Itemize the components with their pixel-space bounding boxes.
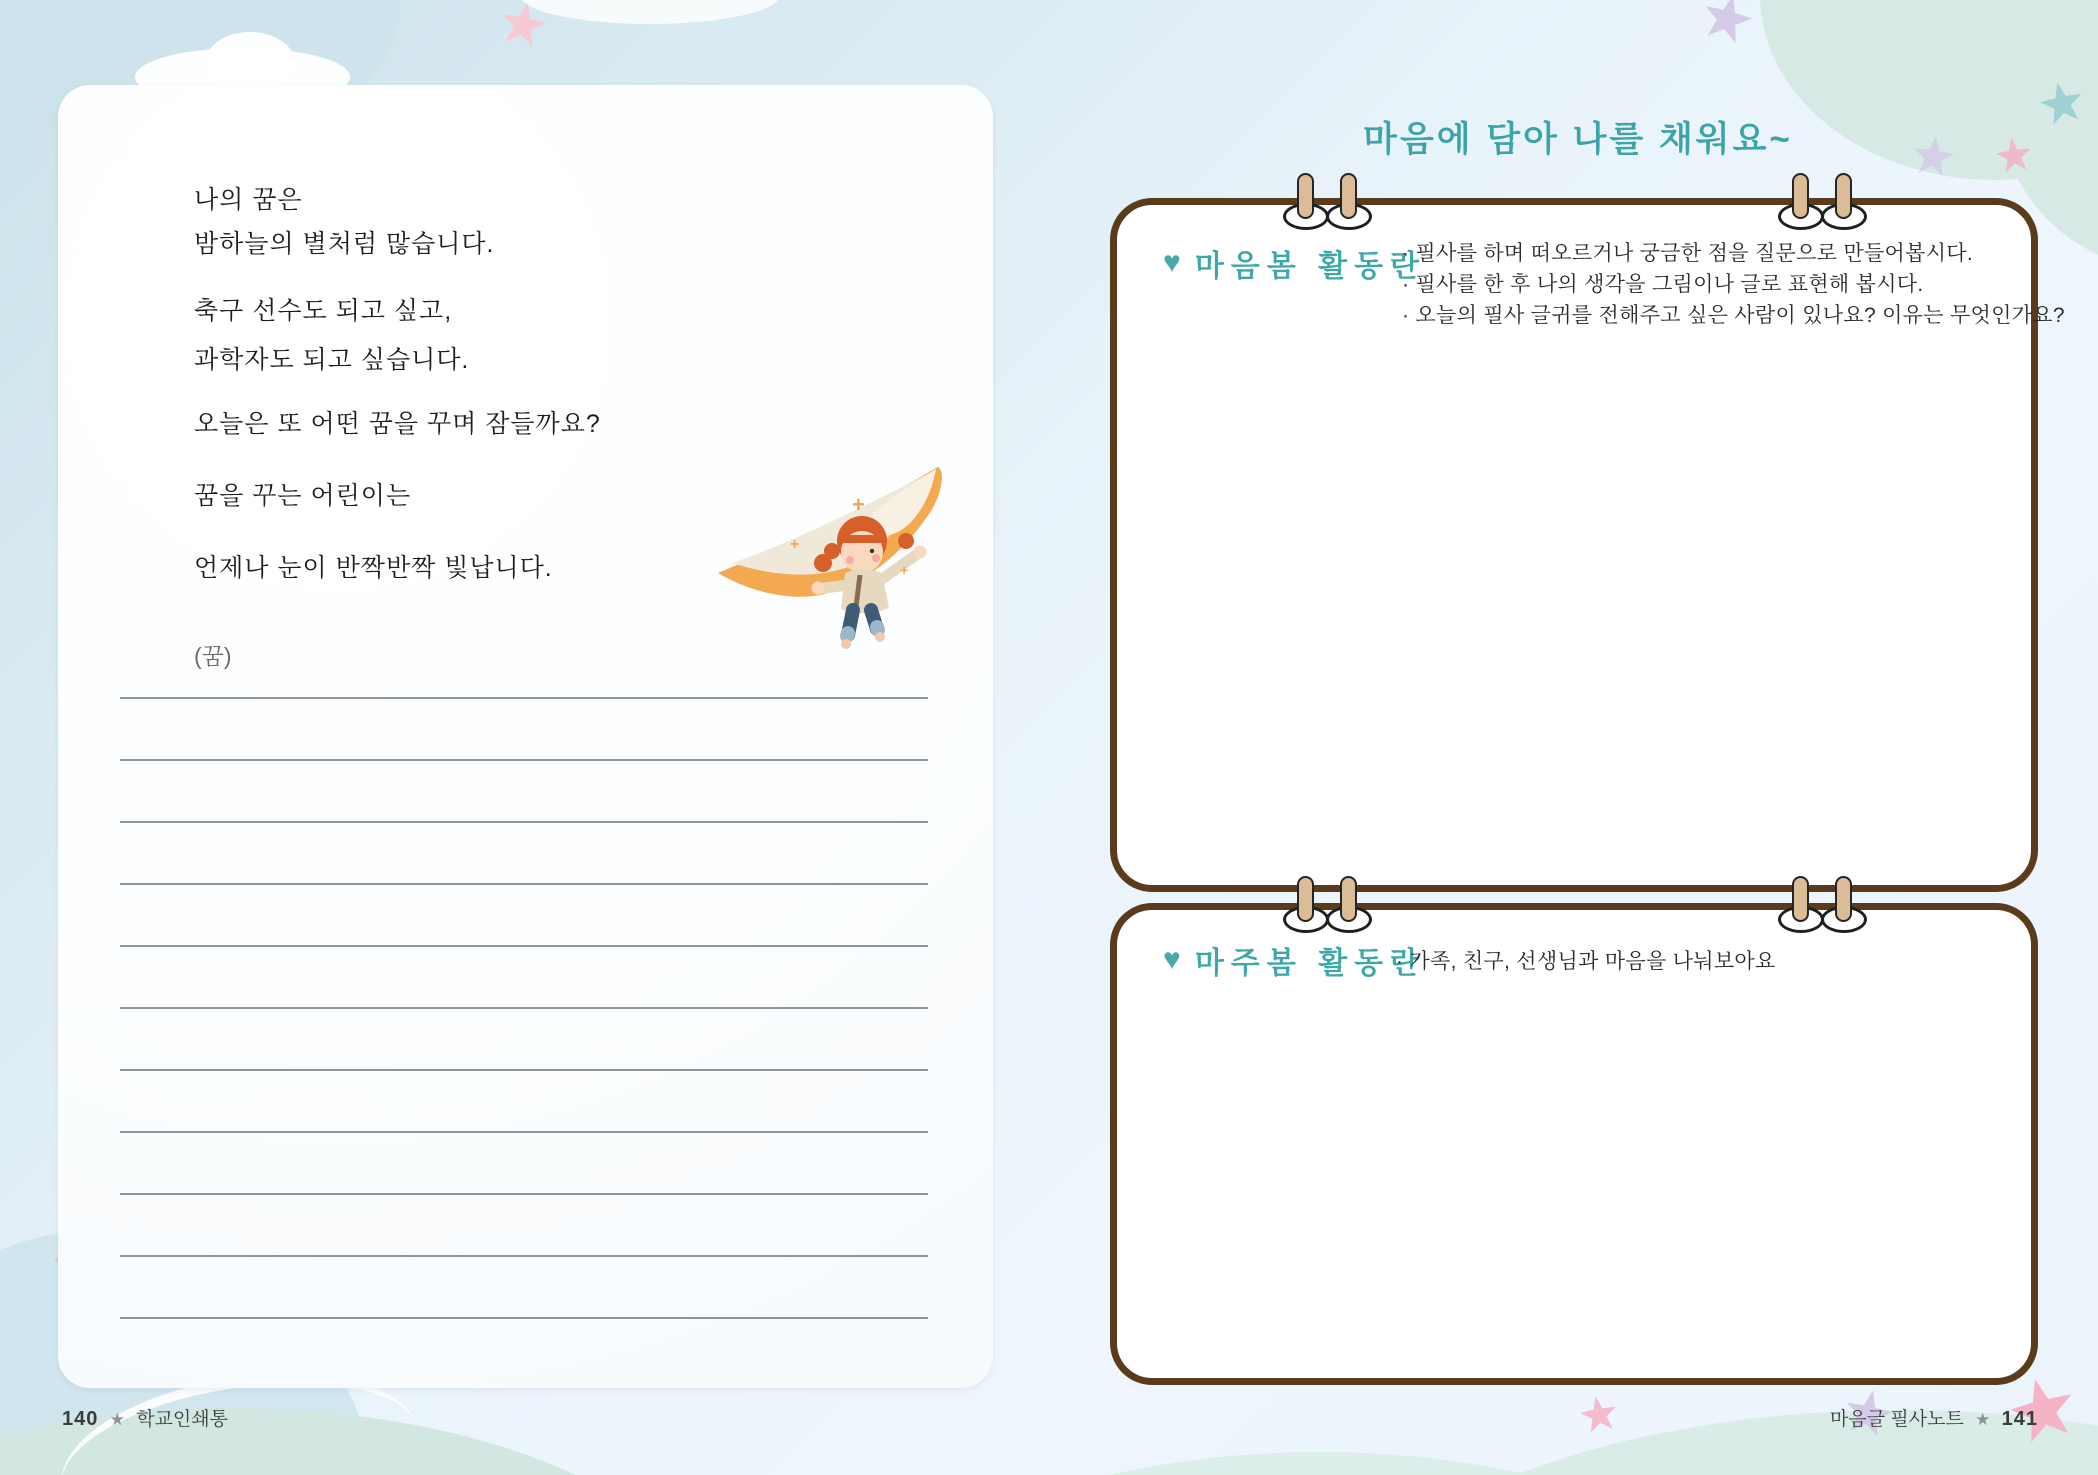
writing-line xyxy=(120,883,928,885)
writing-line xyxy=(120,821,928,823)
left-page-card xyxy=(58,85,993,1388)
sparkle-icon: + xyxy=(900,562,909,578)
box-title: 마주봄 활동란 xyxy=(1194,947,1427,980)
writing-line xyxy=(120,1069,928,1071)
instruction-item: · 가족, 친구, 선생님과 마음을 나눠보아요 xyxy=(1396,950,1776,973)
imprint-label: 학교인쇄통 xyxy=(136,1409,228,1430)
activity-box-majubom xyxy=(1110,903,2038,1385)
instruction-list xyxy=(1396,946,1776,977)
left-page-footer xyxy=(62,1404,228,1431)
poem-line: 오늘은 또 어떤 꿈을 꾸며 잠들까요? xyxy=(194,410,601,438)
sparkle-icon: + xyxy=(790,536,800,553)
writing-line xyxy=(120,1255,928,1257)
box-title-row xyxy=(1163,241,1426,285)
poem-line: 언제나 눈이 반짝반짝 빛납니다. xyxy=(194,554,553,582)
writing-line xyxy=(120,1193,928,1195)
instruction-list xyxy=(1402,238,2065,331)
poem-line: 나의 꿈은 xyxy=(194,186,303,214)
writing-line xyxy=(120,945,928,947)
ring-pin-icon xyxy=(1792,876,1809,922)
star-icon xyxy=(1696,0,1757,50)
star-icon: ★ xyxy=(1975,1410,1991,1429)
poem-line: 꿈을 꾸는 어린이는 xyxy=(194,482,412,510)
page-number: 140 xyxy=(62,1408,99,1430)
poem-title-source: (꿈) xyxy=(194,643,232,669)
ring-pin-icon xyxy=(1835,876,1852,922)
book-title-label: 마음글 필사노트 xyxy=(1830,1409,1964,1430)
right-page-footer xyxy=(1830,1404,2038,1431)
writing-line xyxy=(120,759,928,761)
flying-child-illustration xyxy=(710,455,955,650)
heart-icon: ♥ xyxy=(1163,943,1181,976)
instruction-item: · 필사를 한 후 나의 생각을 그림이나 글로 표현해 봅시다. xyxy=(1402,273,1924,296)
ring-pin-icon xyxy=(1297,876,1314,922)
instruction-item: · 오늘의 필사 글귀를 전해주고 싶은 사람이 있나요? 이유는 무엇인가요? xyxy=(1402,304,2065,327)
ring-pin-icon xyxy=(1835,173,1852,219)
writing-line xyxy=(120,1317,928,1319)
cloud-decoration xyxy=(520,0,780,24)
page-title: 마음에 담아 나를 채워요~ xyxy=(1363,120,1793,159)
ring-pin-icon xyxy=(1792,173,1809,219)
instruction-item: · 필사를 하며 떠오르거나 궁금한 점을 질문으로 만들어봅시다. xyxy=(1402,242,1974,265)
star-icon: ★ xyxy=(109,1410,125,1429)
poem-line: 축구 선수도 되고 싶고, xyxy=(194,297,453,325)
poem-line: 과학자도 되고 싶습니다. xyxy=(194,346,470,374)
writing-line xyxy=(120,1007,928,1009)
star-icon xyxy=(1577,1393,1621,1437)
writing-line xyxy=(120,1131,928,1133)
ring-pin-icon xyxy=(1340,876,1357,922)
box-title: 마음봄 활동란 xyxy=(1194,250,1427,283)
ring-pin-icon xyxy=(1297,173,1314,219)
ring-pin-icon xyxy=(1340,173,1357,219)
heart-icon: ♥ xyxy=(1163,246,1181,279)
poem-line: 밤하늘의 별처럼 많습니다. xyxy=(194,230,495,258)
activity-box-maeumbom xyxy=(1110,198,2065,892)
sparkle-icon: + xyxy=(852,492,865,517)
box-title-row xyxy=(1163,938,1426,982)
writing-line xyxy=(120,697,928,699)
page-number: 141 xyxy=(2001,1408,2038,1430)
